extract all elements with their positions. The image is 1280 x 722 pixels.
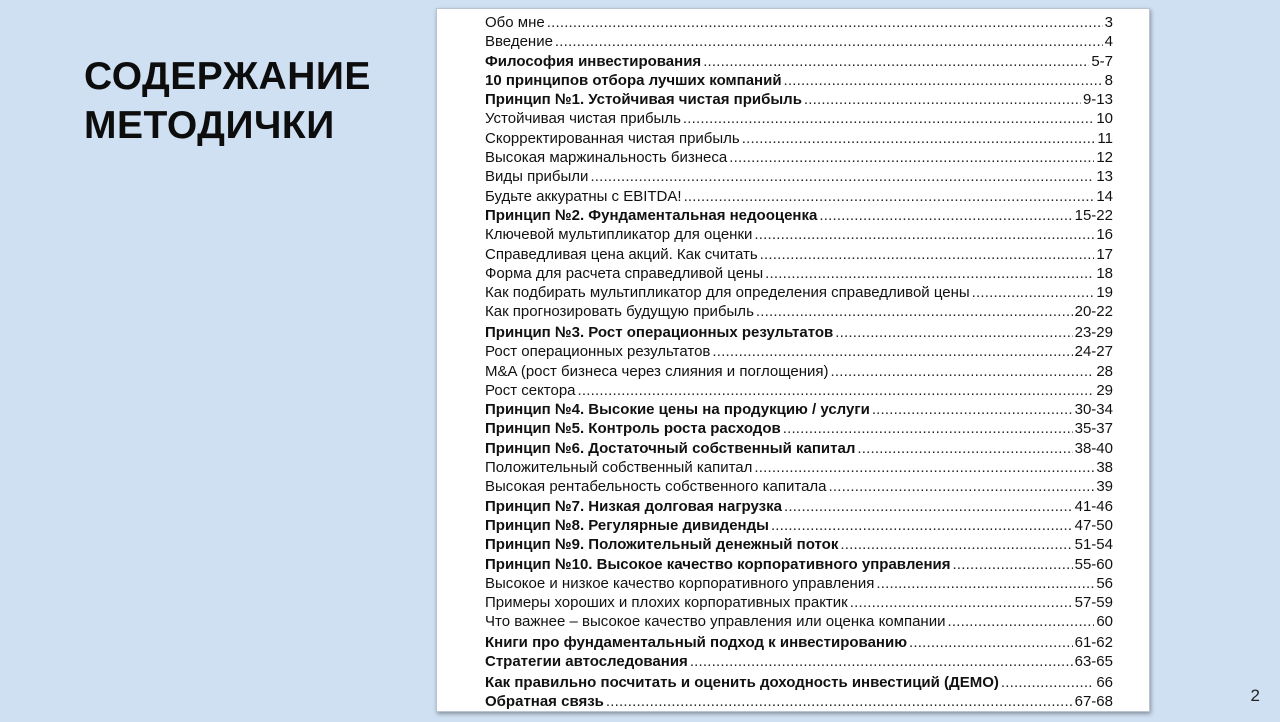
toc-entry: [485, 32, 1113, 51]
toc-leader-dots: [784, 71, 1103, 90]
toc-leader-dots: [784, 497, 1073, 516]
toc-entry: [485, 652, 1113, 673]
toc-entry-label: Рост операционных результатов: [485, 343, 711, 361]
toc-leader-dots: [850, 593, 1073, 612]
toc-entry: [485, 362, 1113, 381]
toc-entry-pages: 60: [1096, 613, 1113, 631]
toc-entry: [485, 692, 1113, 711]
toc-entry: [485, 90, 1113, 109]
toc-leader-dots: [876, 574, 1094, 593]
toc-leader-dots: [729, 148, 1094, 167]
toc-leader-dots: [783, 419, 1073, 438]
toc-leader-dots: [819, 206, 1072, 225]
toc-entry: [485, 673, 1113, 692]
toc-entry-label: Ключевой мультипликатор для оценки: [485, 226, 753, 244]
toc-entry-label: Форма для расчета справедливой цены: [485, 264, 764, 282]
toc-entry: [485, 419, 1113, 438]
toc-entry-pages: 38-40: [1074, 439, 1113, 457]
toc-entry-label: Принцип №3. Рост операционных результатов: [485, 323, 834, 341]
toc-entry-pages: 61-62: [1074, 633, 1113, 651]
toc-leader-dots: [756, 302, 1073, 323]
toc-entry-pages: 16: [1096, 226, 1113, 244]
slide-title: [84, 52, 371, 150]
toc-entry-pages: 35-37: [1074, 420, 1113, 438]
toc-entry-label: Что важнее – высокое качество управления или оценка компании: [485, 613, 946, 631]
toc-entry: [485, 167, 1113, 186]
toc-entry-pages: 56: [1096, 574, 1113, 592]
toc-entry-pages: 20-22: [1074, 303, 1113, 321]
toc-leader-dots: [840, 535, 1072, 554]
slide-title-line-2: МЕТОДИЧКИ: [84, 104, 335, 147]
toc-entry-pages: 4: [1104, 33, 1113, 51]
table-of-contents-page: [436, 8, 1150, 712]
toc-leader-dots: [765, 264, 1094, 283]
toc-entry: [485, 187, 1113, 206]
toc-entry-label: Принцип №1. Устойчивая чистая прибыль: [485, 91, 802, 109]
toc-leader-dots: [804, 90, 1081, 109]
toc-entry-label: Как подбирать мультипликатор для определения справедливой цены: [485, 284, 970, 302]
toc-entry: [485, 13, 1113, 32]
toc-leader-dots: [690, 652, 1073, 673]
toc-entry: [485, 225, 1113, 244]
toc-entry-pages: 14: [1096, 187, 1113, 205]
toc-entry: [485, 302, 1113, 323]
toc-entry-pages: 41-46: [1074, 497, 1113, 515]
toc-leader-dots: [742, 129, 1096, 148]
toc-entry-label: Принцип №8. Регулярные дивиденды: [485, 516, 769, 534]
toc-entry-pages: 57-59: [1074, 594, 1113, 612]
toc-leader-dots: [712, 342, 1072, 361]
toc-entry-label: M&A (рост бизнеса через слияния и поглощения): [485, 362, 829, 380]
toc-leader-dots: [972, 283, 1095, 302]
toc-entry-pages: 39: [1096, 478, 1113, 496]
toc-entry-pages: 8: [1104, 71, 1113, 89]
toc-entry-label: Как прогнозировать будущую прибыль: [485, 303, 754, 321]
toc-entry: [485, 497, 1113, 516]
toc-entry: [485, 71, 1113, 90]
toc-leader-dots: [1001, 673, 1094, 692]
toc-entry-pages: 66: [1096, 673, 1113, 691]
toc-entry-label: Рост сектора: [485, 381, 576, 399]
toc-entry-label: Устойчивая чистая прибыль: [485, 110, 681, 128]
toc-entry-label: Книги про фундаментальный подход к инвестированию: [485, 633, 907, 651]
toc-entry-label: Обо мне: [485, 14, 545, 31]
toc-entry: [485, 555, 1113, 574]
toc-entry-label: Принцип №2. Фундаментальная недооценка: [485, 206, 818, 224]
toc-entry-pages: 17: [1096, 245, 1113, 263]
toc-entry-label: 10 принципов отбора лучших компаний: [485, 71, 782, 89]
toc-entry: [485, 148, 1113, 167]
toc-entry-pages: 15-22: [1074, 206, 1113, 224]
toc-leader-dots: [947, 612, 1094, 633]
toc-entry: [485, 400, 1113, 419]
toc-entry-label: Принцип №10. Высокое качество корпоративного управления: [485, 555, 951, 573]
toc-entry: [485, 206, 1113, 225]
toc-entry: [485, 52, 1113, 71]
toc-leader-dots: [872, 400, 1073, 419]
toc-entry-label: Принцип №4. Высокие цены на продукцию / услуги: [485, 401, 870, 419]
toc-entry-label: Положительный собственный капитал: [485, 459, 753, 477]
toc-leader-dots: [547, 13, 1103, 32]
toc-entry: [485, 633, 1113, 652]
toc-leader-dots: [953, 555, 1073, 574]
toc-leader-dots: [578, 381, 1095, 400]
toc-entry: [485, 342, 1113, 361]
toc-entry-label: Виды прибыли: [485, 168, 589, 186]
toc-entry: [485, 439, 1113, 458]
toc-leader-dots: [590, 167, 1094, 186]
toc-entry: [485, 381, 1113, 400]
toc-entry-pages: 28: [1096, 362, 1113, 380]
toc-entry-label: Принцип №9. Положительный денежный поток: [485, 536, 839, 554]
toc-leader-dots: [684, 187, 1095, 206]
toc-entry-pages: 67-68: [1074, 693, 1113, 710]
toc-entry: [485, 535, 1113, 554]
toc-entry-pages: 30-34: [1074, 401, 1113, 419]
toc-entry-pages: 55-60: [1074, 555, 1113, 573]
toc-leader-dots: [909, 633, 1073, 652]
toc-leader-dots: [683, 109, 1094, 128]
toc-leader-dots: [703, 52, 1089, 71]
toc-leader-dots: [606, 692, 1073, 711]
toc-entry: [485, 458, 1113, 477]
toc-leader-dots: [771, 516, 1073, 535]
toc-entry: [485, 516, 1113, 535]
toc-entry: [485, 593, 1113, 612]
toc-entry-pages: 11: [1097, 129, 1113, 147]
toc-entry: [485, 283, 1113, 302]
toc-entry-label: Принцип №7. Низкая долговая нагрузка: [485, 497, 782, 515]
slide-number: 2: [1250, 686, 1260, 705]
toc-entry-pages: 23-29: [1074, 323, 1113, 341]
toc-entry-label: Введение: [485, 33, 553, 51]
toc-entry-label: Высокая рентабельность собственного капитала: [485, 478, 827, 496]
toc-entry-pages: 51-54: [1074, 536, 1113, 554]
toc-entry-label: Будьте аккуратны с EBITDA!: [485, 187, 682, 205]
toc-entry-label: Высокое и низкое качество корпоративного управления: [485, 574, 875, 592]
toc-entry-pages: 5-7: [1091, 52, 1113, 70]
toc-entry-pages: 19: [1096, 284, 1113, 302]
table-of-contents-list: [485, 13, 1113, 711]
toc-leader-dots: [754, 458, 1094, 477]
toc-entry-label: Принцип №6. Достаточный собственный капитал: [485, 439, 856, 457]
toc-entry: [485, 264, 1113, 283]
toc-entry: [485, 129, 1113, 148]
toc-entry: [485, 574, 1113, 593]
toc-entry-pages: 63-65: [1074, 653, 1113, 671]
toc-entry-pages: 10: [1096, 110, 1113, 128]
toc-entry: [485, 323, 1113, 342]
slide-title-line-1: СОДЕРЖАНИЕ: [84, 55, 371, 98]
toc-entry-label: Справедливая цена акций. Как считать: [485, 245, 758, 263]
toc-entry-pages: 29: [1096, 381, 1113, 399]
toc-entry-pages: 47-50: [1074, 516, 1113, 534]
toc-entry-pages: 18: [1096, 264, 1113, 282]
toc-entry: [485, 245, 1113, 264]
toc-entry-label: Скорректированная чистая прибыль: [485, 129, 740, 147]
toc-entry-pages: 24-27: [1074, 343, 1113, 361]
toc-entry-pages: 13: [1096, 168, 1113, 186]
toc-leader-dots: [857, 439, 1072, 458]
toc-leader-dots: [754, 225, 1094, 244]
toc-entry: [485, 109, 1113, 128]
toc-entry-pages: 38: [1096, 459, 1113, 477]
toc-leader-dots: [835, 323, 1072, 342]
toc-entry-pages: 9-13: [1082, 91, 1113, 109]
toc-leader-dots: [829, 477, 1095, 496]
toc-entry-label: Обратная связь: [485, 693, 604, 710]
toc-entry-pages: 3: [1104, 14, 1113, 31]
toc-entry-label: Как правильно посчитать и оценить доходность инвестиций (ДЕМО): [485, 673, 999, 691]
toc-entry-label: Примеры хороших и плохих корпоративных практик: [485, 594, 848, 612]
toc-entry-label: Высокая маржинальность бизнеса: [485, 149, 728, 167]
toc-entry-pages: 12: [1096, 149, 1113, 167]
toc-entry-label: Философия инвестирования: [485, 52, 702, 70]
toc-entry-label: Стратегии автоследования: [485, 653, 688, 671]
toc-leader-dots: [760, 245, 1095, 264]
toc-entry: [485, 477, 1113, 496]
toc-leader-dots: [831, 362, 1095, 381]
toc-entry: [485, 612, 1113, 633]
toc-leader-dots: [555, 32, 1103, 51]
toc-entry-label: Принцип №5. Контроль роста расходов: [485, 420, 781, 438]
